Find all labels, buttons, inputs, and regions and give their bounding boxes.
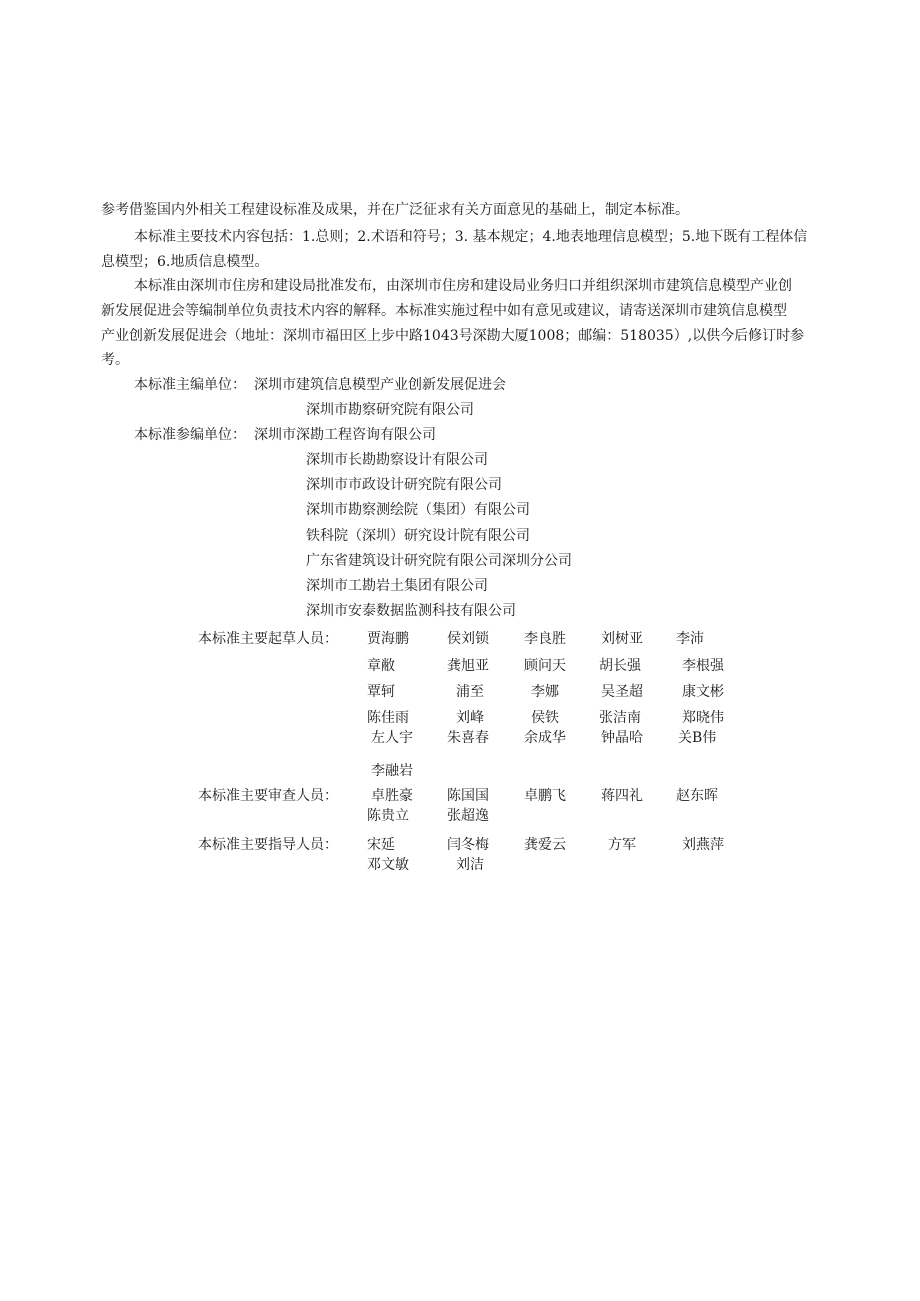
drafter-name: 侯铁 — [531, 710, 559, 726]
reviewers-label: 本标准主要审查人员： — [198, 788, 338, 804]
drafter-name: 章敝 — [367, 658, 395, 674]
advisor-name: 方军 — [608, 837, 636, 853]
advisor-name: 龚爱云 — [524, 837, 566, 853]
drafter-name: 朱喜春 — [447, 730, 489, 746]
drafters-label: 本标准主要起草人员： — [198, 631, 338, 647]
advisor-name: 邓文敏 — [367, 857, 409, 873]
drafter-name: 关B伟 — [678, 730, 717, 746]
drafter-name: 左人宇 — [371, 730, 413, 746]
drafter-name: 李良胜 — [524, 631, 566, 647]
drafter-name: 刘峰 — [456, 710, 484, 726]
drafter-name: 钟晶哈 — [601, 730, 643, 746]
reviewer-name: 陈国国 — [447, 788, 489, 804]
advisors-label: 本标准主要指导人员： — [198, 837, 338, 853]
reviewer-name: 陈贵立 — [367, 808, 409, 824]
participating-unit: 深圳市工勘岩土集团有限公司 — [306, 578, 488, 594]
participating-units-label: 本标准参编单位： — [134, 427, 246, 443]
reviewer-name: 卓鹏飞 — [524, 788, 566, 804]
participating-unit: 广东省建筑设计研究院有限公司深圳分公司 — [306, 553, 572, 569]
preface-line: 产业创新发展促进会（地址：深圳市福田区上步中路1043号深勘大厦1008；邮编：518035）,以供今后修订时参 — [101, 328, 805, 344]
advisor-name: 宋延 — [367, 837, 395, 853]
drafter-name: 李娜 — [531, 684, 559, 700]
drafter-name: 刘树亚 — [601, 631, 643, 647]
drafter-name: 贾海鹏 — [367, 631, 409, 647]
drafter-name: 张洁南 — [599, 710, 641, 726]
drafter-name: 李根强 — [682, 658, 724, 674]
drafter-name: 康文彬 — [682, 684, 724, 700]
drafter-name: 覃轲 — [367, 684, 395, 700]
chief-units-label: 本标准主编单位： — [134, 377, 246, 393]
reviewer-name: 赵东晖 — [676, 788, 718, 804]
drafter-name: 李融岩 — [371, 763, 413, 779]
preface-line: 新发展促进会等编制单位负责技术内容的解释。本标准实施过程中如有意见或建议，请寄送深圳市建筑信息模型 — [101, 303, 787, 319]
preface-line: 本标准主要技术内容包括：1.总则；2.术语和符号；3. 基本规定；4.地表地理信息模型；5.地下既有工程体信 — [134, 229, 808, 245]
chief-unit: 深圳市建筑信息模型产业创新发展促进会 — [254, 377, 506, 393]
advisor-name: 刘洁 — [456, 857, 484, 873]
reviewer-name: 张超逸 — [447, 808, 489, 824]
drafter-name: 侯刘锁 — [447, 631, 489, 647]
drafter-name: 陈佳雨 — [367, 710, 409, 726]
preface-line: 息模型；6.地质信息模型。 — [101, 254, 269, 270]
preface-line: 考。 — [101, 352, 129, 368]
participating-unit: 深圳市勘察测绘院（集团）有限公司 — [306, 502, 530, 518]
drafter-name: 顾问天 — [524, 658, 566, 674]
participating-unit: 深圳市深勘工程咨询有限公司 — [254, 427, 436, 443]
advisor-name: 闫冬梅 — [447, 837, 489, 853]
advisor-name: 刘燕萍 — [682, 837, 724, 853]
preface-line: 参考借鉴国内外相关工程建设标准及成果，并在广泛征求有关方面意见的基础上，制定本标准。 — [101, 202, 689, 218]
drafter-name: 吴圣超 — [601, 684, 643, 700]
drafter-name: 郑晓伟 — [682, 710, 724, 726]
participating-unit: 铁科院（深圳）研究设计院有限公司 — [306, 528, 530, 544]
drafter-name: 浦至 — [456, 684, 484, 700]
participating-unit: 深圳市市政设计研究院有限公司 — [306, 477, 502, 493]
reviewer-name: 卓胜豪 — [371, 788, 413, 804]
drafter-name: 龚旭亚 — [447, 658, 489, 674]
drafter-name: 胡长强 — [599, 658, 641, 674]
chief-unit: 深圳市勘察研究院有限公司 — [306, 402, 474, 418]
reviewer-name: 蒋四礼 — [601, 788, 643, 804]
participating-unit: 深圳市长勘勘察设计有限公司 — [306, 452, 488, 468]
drafter-name: 李沛 — [676, 631, 704, 647]
preface-line: 本标准由深圳市住房和建设局批准发布，由深圳市住房和建设局业务归口并组织深圳市建筑信息模型产业创 — [134, 278, 792, 294]
drafter-name: 余成华 — [524, 730, 566, 746]
participating-unit: 深圳市安泰数据监测科技有限公司 — [306, 603, 516, 619]
